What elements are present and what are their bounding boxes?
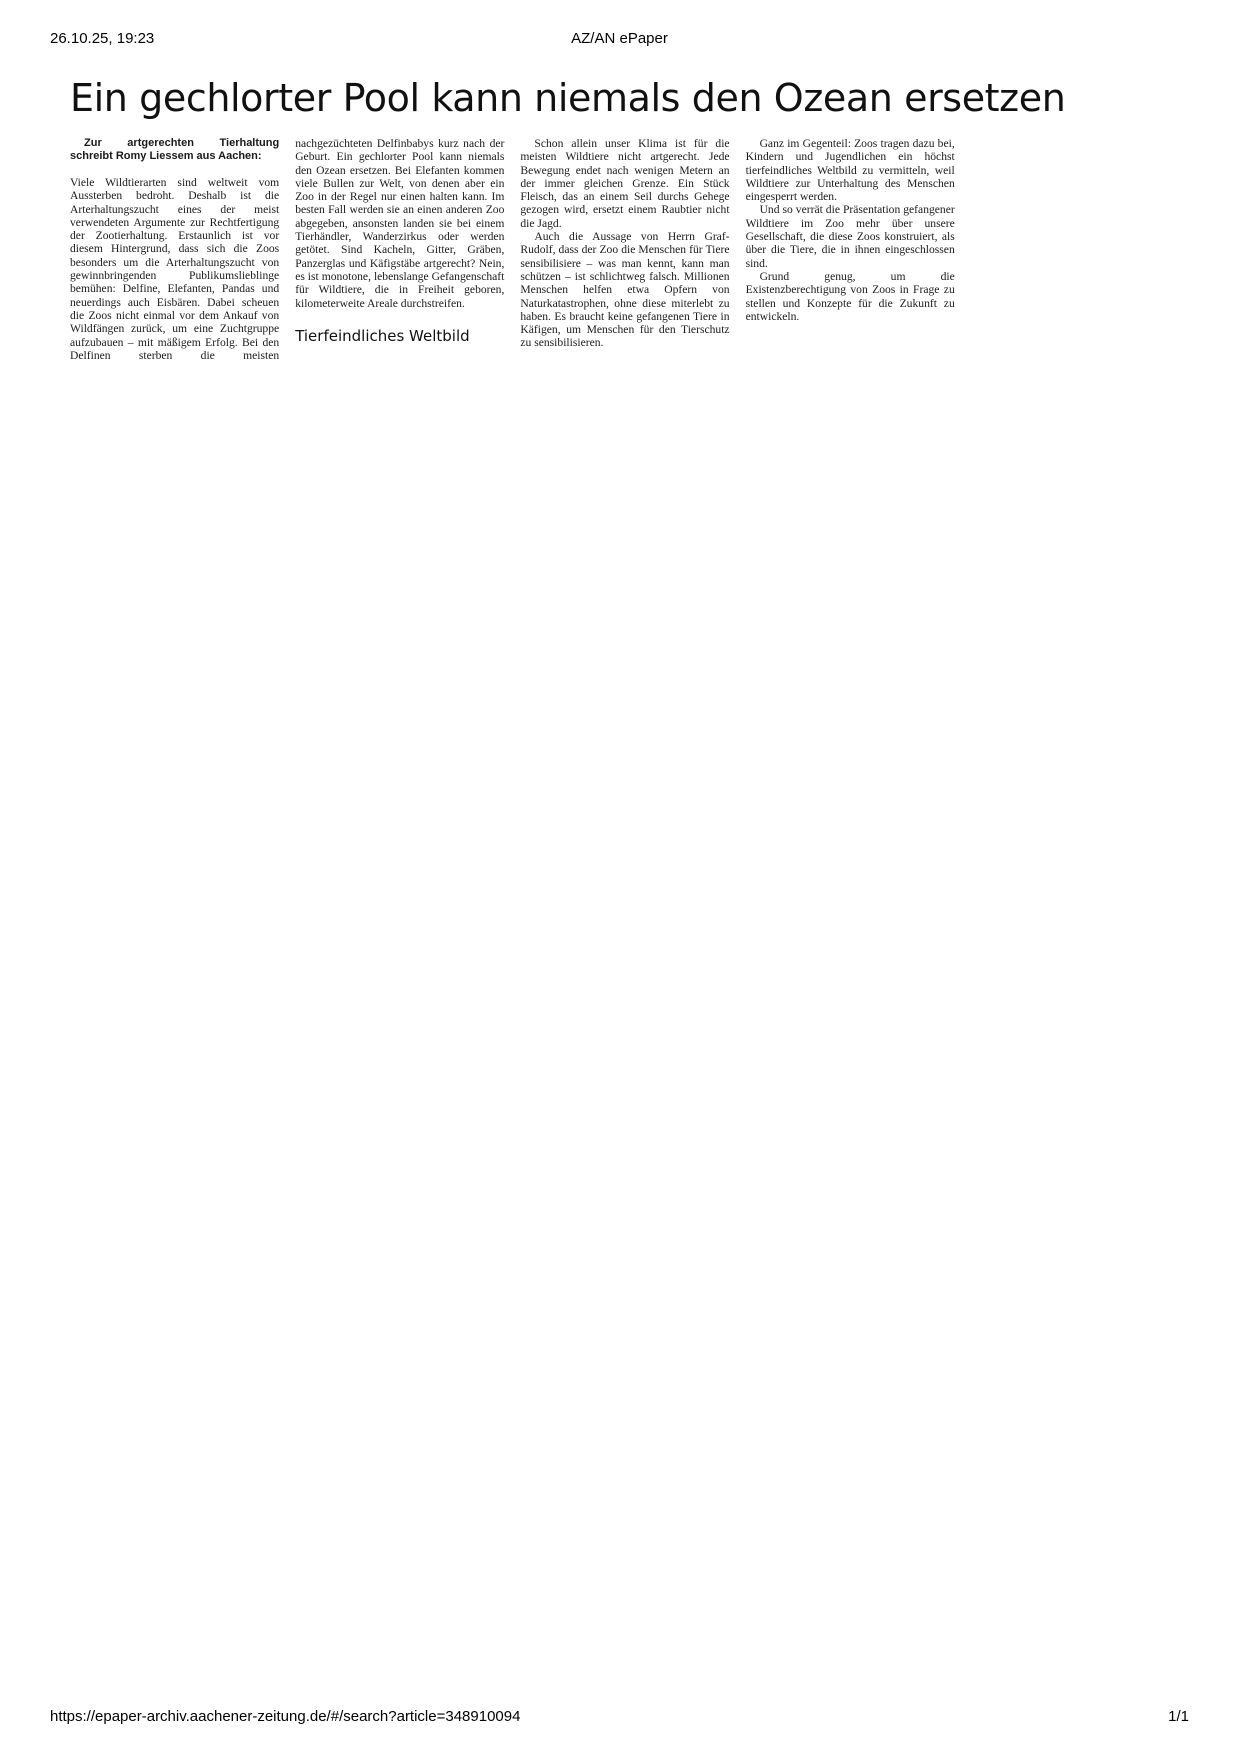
article-paragraph: Schon allein unser Klima ist für die meisten Wildtiere nicht artgerecht. Jede Bewegung endet nach wenigen Metern an der immer gleichen Grenze. Ein Stück Fleisch, das an einem Seil durchs Gehege gezogen wird, ersetzt einem Raubtier nicht die Jagd. [520, 137, 730, 230]
print-header [50, 30, 1189, 52]
article-paragraph: Und so verrät die Präsentation gefangener Wildtiere im Zoo mehr über unsere Gesellschaft, die diese Zoos konstruiert, als über die Tiere, die in ihnen eingeschlossen sind. [745, 203, 955, 270]
print-page-number: 1/1 [1168, 1708, 1189, 1725]
article-paragraph: Ganz im Gegenteil: Zoos tragen dazu bei, Kindern und Jugendlichen ein höchst tierfeindliches Weltbild zu vermitteln, weil Wildtiere zur Unterhaltung des Menschen eingesperrt werden. [745, 137, 955, 204]
article-body [70, 137, 1180, 367]
article [70, 70, 1180, 370]
print-footer [50, 1708, 1189, 1730]
article-headline: Ein gechlorter Pool kann niemals den Ozean ersetzen [70, 76, 1066, 120]
article-paragraph: Grund genug, um die Existenzberechtigung von Zoos in Frage zu stellen und Konzepte für die Zukunft zu entwickeln. [745, 269, 955, 323]
article-subheading: Tierfeindliches Weltbild [295, 326, 470, 345]
print-url: https://epaper-archiv.aachener-zeitung.de/#/search?article=348910094 [50, 1708, 521, 1725]
article-paragraph: Auch die Aussage von Herrn Graf-Rudolf, dass der Zoo die Menschen für Tiere sensibilisiere – was man kennt, kann man schützen – ist schlichtweg falsch. Millionen Menschen helfen etwa Opfern von Naturkatastrophen, ohne diese miterlebt zu haben. Es braucht keine gefangenen Tiere in Käfigen, um Menschen für den Tierschutz zu sensibilisieren. [520, 230, 730, 350]
article-byline: Zur artgerechten Tierhaltung schreibt Romy Liessem aus Aachen: [70, 137, 280, 162]
print-datetime: 26.10.25, 19:23 [50, 30, 155, 47]
article-paragraph: Viele Wildtierarten sind weltweit vom Aussterben bedroht. Deshalb ist die Arterhaltungszucht eines der meist verwendeten Argumente zur Rechtfertigung der Zootierhaltung. Erstaunlich ist vor diesem Hintergrund, dass sich die Zoos besonders um die Arterhaltungszucht von gewinnbringenden Publikumslieblinge bemühen: Delfine, Elefanten, Pandas und neuerdings auch Eisbären. Dabei scheuen die Zoos nicht einmal vor dem Ankauf von Wildfängen zurück, um eine Zuchtgruppe aufzubauen – mit mäßigem Erfolg. Bei den Delfinen sterben die meisten nachgezüchteten Delfinbabys kurz nach der Geburt. Ein gechlorter Pool kann niemals den Ozean ersetzen. Bei Elefanten kommen viele Bullen zur Welt, von denen aber ein Zoo in der Regel nur einen halten kann. Im besten Fall werden sie an einen anderen Zoo abgegeben, ansonsten landen sie bei einem Tierhändler, Wanderzirkus oder werden getötet. Sind Kacheln, Gitter, Gräben, Panzerglas und Käfigstäbe artgerecht? Nein, es ist monotone, lebenslange Gefangenschaft für Wildtiere, die in Freiheit geboren, kilometerweite Areale durchstreifen. [70, 137, 505, 362]
print-page-title: AZ/AN ePaper [571, 30, 668, 47]
